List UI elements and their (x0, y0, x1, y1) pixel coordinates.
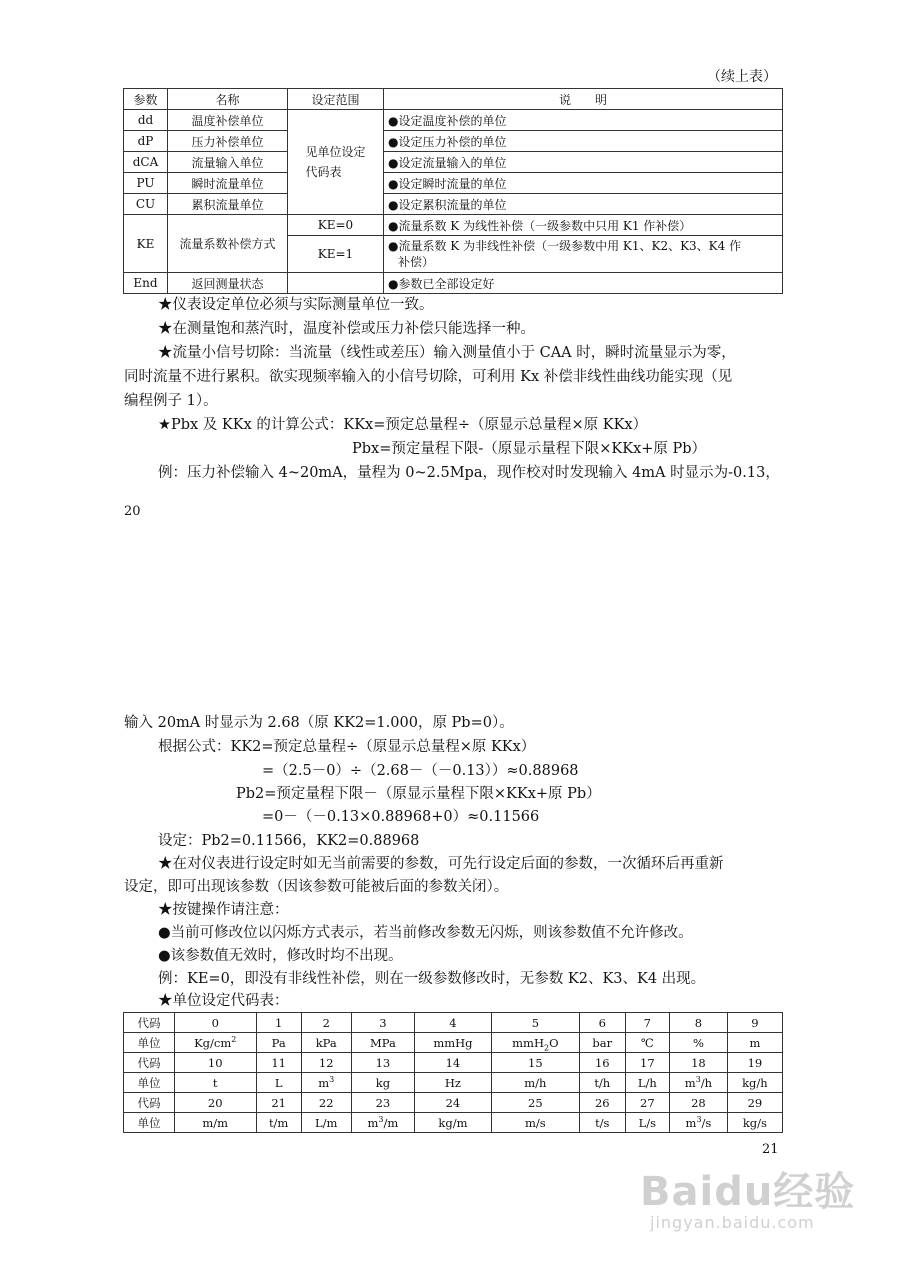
continued-label: （续上表） (707, 69, 777, 85)
param-code: CU (124, 194, 168, 215)
unit-cell: kPa (301, 1033, 351, 1053)
code-cell: 4 (415, 1013, 492, 1033)
unit-cell: $m^3/s$ (670, 1113, 728, 1133)
unit-cell: kg/m (415, 1113, 492, 1133)
note-line: 编程例子 1）。 (124, 393, 218, 409)
code-cell: 19 (727, 1053, 782, 1073)
param-code: KE (124, 215, 168, 273)
unit-cell: ℃ (625, 1033, 669, 1053)
example-line: 例：压力补偿输入 4~20mA，量程为 0~2.5Mpa，现作校对时发现输入 4mA 时显示为-0.13， (158, 465, 780, 481)
code-cell: 14 (415, 1053, 492, 1073)
watermark-brand: Baidu经验 (640, 1169, 856, 1215)
unit-cell: L/m (301, 1113, 351, 1133)
table-row (124, 110, 783, 131)
code-cell: 26 (579, 1093, 625, 1113)
header-range: 设定范围 (288, 89, 384, 110)
param-desc: ●参数已全部设定好 (384, 273, 783, 294)
header-name: 名称 (168, 89, 288, 110)
code-cell: 9 (727, 1013, 782, 1033)
unit-cell: mmH$_2$O (491, 1033, 579, 1053)
param-code: dCA (124, 152, 168, 173)
body-line: ●该参数值无效时，修改时均不出现。 (158, 948, 403, 964)
unit-cell: % (670, 1033, 728, 1053)
unit-label: 单位 (124, 1073, 175, 1093)
param-range: KE=1 (288, 236, 384, 273)
formula-line: ★Pbx 及 KKx 的计算公式：KKx=预定总量程÷（原显示总量程×原 KKx） (158, 417, 648, 433)
unit-cell: L (256, 1073, 301, 1093)
unit-cell: $m^3/m$ (351, 1113, 414, 1133)
unit-cell: $m^3$ (301, 1073, 351, 1093)
param-name: 返回测量状态 (168, 273, 288, 294)
param-name: 压力补偿单位 (168, 131, 288, 152)
code-label: 代码 (124, 1013, 175, 1033)
param-name: 流量系数补偿方式 (168, 215, 288, 273)
code-cell: 22 (301, 1093, 351, 1113)
code-cell: 17 (625, 1053, 669, 1073)
code-cell: 23 (351, 1093, 414, 1113)
code-cell: 3 (351, 1013, 414, 1033)
param-desc: ●设定压力补偿的单位 (384, 131, 783, 152)
param-range: KE=0 (288, 215, 384, 236)
watermark-url: jingyan.baidu.com (650, 1213, 815, 1232)
param-range: 见单位设定代码表 (288, 110, 384, 215)
table-header-row (124, 89, 783, 110)
unit-cell: Hz (415, 1073, 492, 1093)
param-name: 累积流量单位 (168, 194, 288, 215)
table-row (124, 273, 783, 294)
code-cell: 25 (491, 1093, 579, 1113)
unit-cell: m/h (491, 1073, 579, 1093)
note-line: ★在测量饱和蒸汽时，温度补偿或压力补偿只能选择一种。 (158, 321, 535, 337)
unit-row (124, 1113, 783, 1133)
code-label: 代码 (124, 1053, 175, 1073)
code-row (124, 1093, 783, 1113)
formula-line: Pb2=预定量程下限－（原显示量程下限×KKx+原 Pb） (236, 786, 601, 802)
code-cell: 20 (174, 1093, 256, 1113)
formula-line: 根据公式：KK2=预定总量程÷（原显示总量程×原 KKx） (158, 739, 536, 755)
param-name: 温度补偿单位 (168, 110, 288, 131)
unit-cell: $m^3/h$ (670, 1073, 728, 1093)
param-range (288, 273, 384, 294)
param-desc: ●设定流量输入的单位 (384, 152, 783, 173)
unit-label: 单位 (124, 1033, 175, 1053)
unit-cell: mmHg (415, 1033, 492, 1053)
note-line: 同时流量不进行累积。欲实现频率输入的小信号切除，可利用 Kx 补偿非线性曲线功能实现（见 (124, 369, 733, 385)
code-cell: 13 (351, 1053, 414, 1073)
unit-cell: t (174, 1073, 256, 1093)
formula-line: =0－（－0.13×0.88968+0）≈0.11566 (262, 809, 540, 825)
unit-cell: t/m (256, 1113, 301, 1133)
unit-cell: m (727, 1033, 782, 1053)
code-cell: 10 (174, 1053, 256, 1073)
unit-cell: m/m (174, 1113, 256, 1133)
parameter-table (123, 88, 783, 294)
code-label: 代码 (124, 1093, 175, 1113)
param-code: PU (124, 173, 168, 194)
table-row (124, 152, 783, 173)
code-cell: 5 (491, 1013, 579, 1033)
unit-cell: t/s (579, 1113, 625, 1133)
header-desc: 说 明 (384, 89, 783, 110)
unit-cell: MPa (351, 1033, 414, 1053)
code-cell: 24 (415, 1093, 492, 1113)
param-desc: ●设定累积流量的单位 (384, 194, 783, 215)
code-cell: 1 (256, 1013, 301, 1033)
unit-code-table (123, 1012, 783, 1133)
page-number: 21 (762, 1142, 779, 1157)
note-line: ★流量小信号切除：当流量（线性或差压）输入测量值小于 CAA 时，瞬时流量显示为零， (158, 345, 736, 361)
unit-cell: t/h (579, 1073, 625, 1093)
code-row (124, 1053, 783, 1073)
unit-cell: L/s (625, 1113, 669, 1133)
unit-cell: L/h (625, 1073, 669, 1093)
header-param: 参数 (124, 89, 168, 110)
table-row (124, 131, 783, 152)
param-name: 瞬时流量单位 (168, 173, 288, 194)
code-cell: 21 (256, 1093, 301, 1113)
param-desc: ●流量系数 K 为线性补偿（一级参数中只用 K1 作补偿） (384, 215, 783, 236)
body-line: ●当前可修改位以闪烁方式表示，若当前修改参数无闪烁，则该参数值不允许修改。 (158, 925, 693, 941)
unit-cell: kg (351, 1073, 414, 1093)
code-cell: 16 (579, 1053, 625, 1073)
param-code: End (124, 273, 168, 294)
code-cell: 27 (625, 1093, 669, 1113)
param-code: dd (124, 110, 168, 131)
code-cell: 12 (301, 1053, 351, 1073)
table-row (124, 173, 783, 194)
param-desc: ●设定温度补偿的单位 (384, 110, 783, 131)
note-line: ★仪表设定单位必须与实际测量单位一致。 (158, 297, 434, 313)
body-line: 设定，即可出现该参数（因该参数可能被后面的参数关闭）。 (124, 879, 509, 895)
body-line: ★在对仪表进行设定时如无当前需要的参数，可先行设定后面的参数，一次循环后再重新 (158, 856, 724, 872)
unit-cell: bar (579, 1033, 625, 1053)
param-code: dP (124, 131, 168, 152)
code-cell: 0 (174, 1013, 256, 1033)
page-number: 20 (124, 504, 141, 519)
unit-cell: $Kg/cm^2$ (174, 1033, 256, 1053)
code-cell: 11 (256, 1053, 301, 1073)
code-cell: 2 (301, 1013, 351, 1033)
unit-cell: kg/s (727, 1113, 782, 1133)
table-row (124, 215, 783, 236)
unit-row (124, 1073, 783, 1093)
unit-cell: Pa (256, 1033, 301, 1053)
code-cell: 18 (670, 1053, 728, 1073)
code-cell: 28 (670, 1093, 728, 1113)
body-line: ★单位设定代码表： (158, 993, 289, 1009)
code-cell: 6 (579, 1013, 625, 1033)
code-row (124, 1013, 783, 1033)
table-row (124, 194, 783, 215)
body-line: 例：KE=0，即没有非线性补偿，则在一级参数修改时，无参数 K2、K3、K4 出现。 (158, 971, 706, 987)
param-desc: ●流量系数 K 为非线性补偿（一级参数中用 K1、K2、K3、K4 作 补偿） (384, 236, 783, 273)
formula-line: =（2.5－0）÷（2.68－（－0.13））≈0.88968 (262, 763, 579, 779)
param-desc: ●设定瞬时流量的单位 (384, 173, 783, 194)
body-line: 设定：Pb2=0.11566，KK2=0.88968 (158, 833, 420, 849)
code-cell: 8 (670, 1013, 728, 1033)
unit-cell: m/s (491, 1113, 579, 1133)
code-cell: 29 (727, 1093, 782, 1113)
unit-label: 单位 (124, 1113, 175, 1133)
formula-line: Pbx=预定量程下限-（原显示量程下限×KKx+原 Pb） (352, 441, 707, 457)
code-cell: 7 (625, 1013, 669, 1033)
unit-row (124, 1033, 783, 1053)
body-line: 输入 20mA 时显示为 2.68（原 KK2=1.000，原 Pb=0）。 (124, 715, 514, 731)
unit-cell: kg/h (727, 1073, 782, 1093)
body-line: ★按键操作请注意： (158, 902, 289, 918)
code-cell: 15 (491, 1053, 579, 1073)
param-name: 流量输入单位 (168, 152, 288, 173)
